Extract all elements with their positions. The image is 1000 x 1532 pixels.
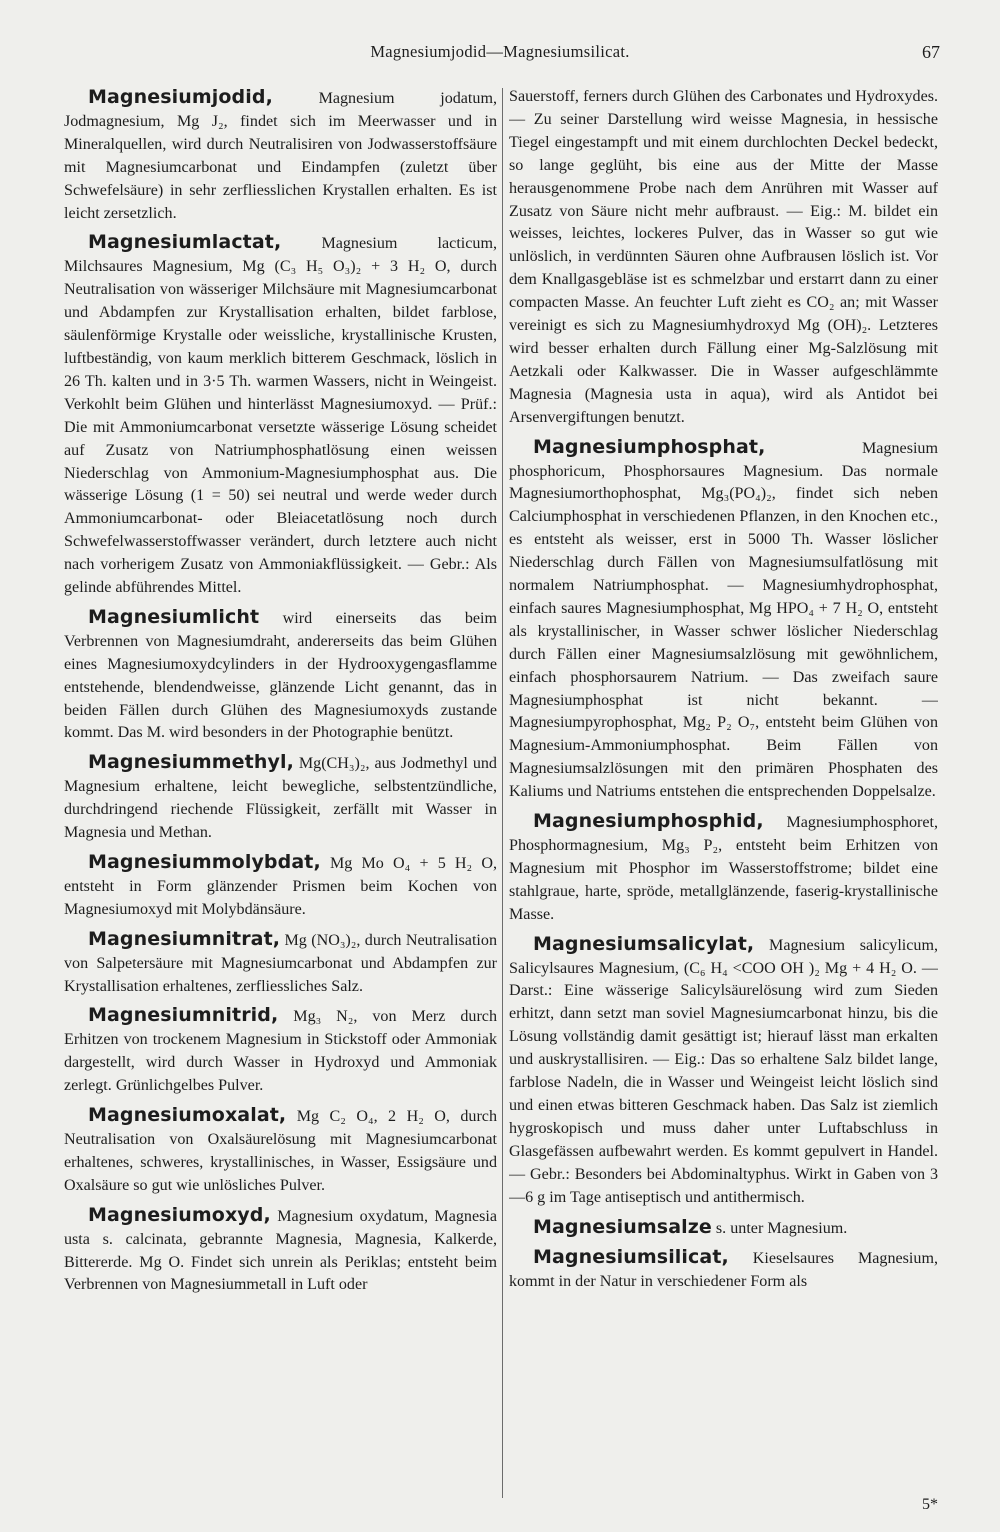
dictionary-entry <box>509 810 938 927</box>
entry-text: Mg₃ N₂, von Merz durch Erhitzen von trockenem Magnesium in Stickstoff oder Ammoniak dargestellt, wird durch Wasser in Hydroxyd und Ammoniak zerlegt. Grünlichgelbes Pulver. <box>64 1008 497 1095</box>
entry-headword: Magnesiumoxyd, <box>88 1203 271 1226</box>
entry-headword: Magnesiumoxalat, <box>88 1104 287 1127</box>
dictionary-entry <box>64 86 497 225</box>
column-divider <box>502 88 503 1498</box>
dictionary-entry <box>64 751 497 845</box>
entry-text: Mg(CH₃)₂, aus Jodmethyl und Magnesium erhaltene, leicht bewegliche, selbstentzündliche, durchdringend riechende Flüssigkeit, zerfällt mit Wasser in Magnesia und Methan. <box>64 755 497 842</box>
left-column <box>64 86 497 1496</box>
entry-text: Magnesiumphosphoret, Phosphormagnesium, Mg₃ P₂, entsteht beim Erhitzen von Magnesium mit Phosphor im Wasserstoffstrome; bildet eine stahlgraue, harte, spröde, metallglänzende, faserig-krystallinische Masse. <box>509 814 938 923</box>
entry-headword: Magnesiumphosphid, <box>533 810 764 833</box>
entry-headword: Magnesiumnitrid, <box>88 1004 279 1027</box>
dictionary-entry <box>509 1246 938 1294</box>
entry-text: Kieselsaures Magnesium, kommt in der Natur in verschiedener Form als <box>509 1250 938 1291</box>
dictionary-entry <box>64 851 497 922</box>
entry-headword: Magnesiumsalze <box>533 1215 712 1238</box>
entry-text: Magnesium phosphoricum, Phosphorsaures Magnesium. Das normale Magnesiumorthophosphat, Mg₃(PO₄)₂, findet sich neben Calciumphosphat in verschiedenen Pflanzen, in den Knochen etc., es entsteht als weisser, erst in 5000 Th. Wasser löslicher Niederschlag durch Fällen von Magnesiumsulfatlösung mit normalem Natriumphosphat. — Magnesiumhydrophosphat, einfach saures Magnesiumphosphat, Mg HPO₄ + 7 H₂ O, entsteht als krystallinischer, in Wasser schwer löslicher Niederschlag durch Fällen einer Magnesiumsalzlösung mit gewöhnlichem, einfach phosphorsaurem Natrium. — Das zweifach saure Magnesiumphosphat ist nicht bekannt. — Magnesiumpyrophosphat, Mg₂ P₂ O₇, entsteht beim Glühen von Magnesium-Ammoniumphosphat. Beim Fällen von Magnesiumsalzlösungen mit den primären Phosphaten des Kaliums und Natriums entstehen die entsprechenden Doppelsalze. <box>509 439 938 801</box>
entry-headword: Magnesiummethyl, <box>88 751 294 774</box>
entry-headword: Magnesiummolybdat, <box>88 851 321 873</box>
entry-text: Mg Mo O₄ + 5 H₂ O, entsteht in Form glänzender Prismen beim Kochen von Magnesiumoxyd mit Molybdänsäure. <box>64 855 497 918</box>
entry-headword: Magnesiumnitrat, <box>88 927 281 950</box>
dictionary-entry <box>509 1216 938 1241</box>
entry-headword: Magnesiumlicht <box>88 605 260 628</box>
dictionary-entry <box>509 933 938 1210</box>
entry-headword: Magnesiumsilicat, <box>533 1246 729 1269</box>
entry-text: Magnesium lacticum, Milchsaures Magnesium, Mg (C₃ H₅ O₃)₂ + 3 H₂ O, durch Neutralisation von wässeriger Milchsäure mit Magnesiumcarbonat und Abdampfen zur Krystallisation erhalten, bildet farblose, säulenförmige Krystalle oder weissliche, krystallinische Krusten, luftbeständig, von kaum merklich bitterem Geschmack, löslich in 26 Th. kalten und in 3·5 Th. warmen Wassers, nicht in Weingeist. Verkohlt beim Glühen und hinterlässt Magnesiumoxyd. — Prüf.: Die mit Ammoniumcarbonat versetzte wässerige Lösung scheidet auf Zusatz von Natriumphosphatlösung einen weissen Niederschlag von Ammonium-Magnesiumphosphat aus. Die wässerige Lösung (1 = 50) sei neutral und werde weder durch Ammoniumcarbonat- oder Bleiacetatlösung noch durch Schwefelwasserstoffwasser verändert, durch letztere auch nicht nach vorherigem Zusatz von Ammoniakflüssigkeit. — Gebr.: Als gelinde abführendes Mittel. <box>64 235 497 597</box>
running-header <box>0 42 1000 72</box>
entry-text: Magnesium jodatum, Jodmagnesium, Mg J₂, findet sich im Meerwasser und in Mineralquellen, wird durch Neutralisiren von Jodwasserstoffsäure mit Magnesiumcarbonat und Eindampfen (zuletzt über Schwefelsäure) in sehr zerfliesslichen Krystallen erhalten. Es ist leicht zersetzlich. <box>64 90 497 222</box>
entry-text: Mg (NO₃)₂, durch Neutralisation von Salpetersäure mit Magnesiumcarbonat und Abdampfen zur Krystallisation erhaltenes, zerfliessliches Salz. <box>64 931 497 995</box>
entry-text: Magnesium oxydatum, Magnesia usta s. calcinata, gebrannte Magnesia, Magnesia, Kalkerde, Bittererde. Mg O. Findet sich unrein als Periklas; entsteht beim Verbrennen von Magnesiummetall in Luft oder <box>64 1207 497 1294</box>
right-column <box>509 86 938 1496</box>
entry-text: Magnesium salicylicum, Salicylsaures Magnesium, (C₆ H₄ <COO OH )₂ Mg + 4 H₂ O. — Darst.: Eine wässerige Salicylsäurelösung wird zum Sieden erhitzt, dann setzt man soviel Magnesiumcarbonat hinzu, bis die Lösung vollständig damit gesättigt ist; hierauf lässt man erkalten und auskrystallisiren. — Eig.: Das so erhaltene Salz bildet lange, farblose Nadeln, die in Wasser und Weingeist leicht löslich sind und einen etwas bitteren Geschmack haben. Das Salz ist ziemlich hygroskopisch und muss daher unter Luftabschluss in Glasgefässen aufbewahrt werden. Es kommt gepulvert in Handel. — Gebr.: Besonders bei Abdominaltyphus. Wirkt in Gaben von 3—6 g im Tage antiseptisch und antithermisch. <box>509 936 938 1206</box>
entry-headword: Magnesiumlactat, <box>88 231 282 254</box>
dictionary-entry <box>64 1204 497 1298</box>
entry-text: s. unter Magnesium. <box>715 1219 848 1237</box>
running-title: Magnesiumjodid—Magnesiumsilicat. <box>370 42 630 61</box>
dictionary-entry <box>64 1004 497 1098</box>
entry-headword: Magnesiumphosphat, <box>533 435 766 458</box>
dictionary-entry <box>64 606 497 745</box>
dictionary-entry <box>64 928 497 999</box>
entry-headword: Magnesiumjodid, <box>88 86 273 108</box>
entry-text: Mg C₂ O₄, 2 H₂ O, durch Neutralisation von Oxalsäurelösung mit Magnesiumcarbonat erhaltenes, schweres, krystallinisches, in Wasser, Essigsäure und Oxalsäure so gut wie unlösliches Pulver. <box>64 1108 497 1194</box>
entry-headword: Magnesiumsalicylat, <box>533 932 755 955</box>
dictionary-entry <box>64 1104 497 1198</box>
entry-text: Sauerstoff, ferners durch Glühen des Carbonates und Hydroxydes. — Zu seiner Darstellung wird weisse Magnesia, in hessische Tiegel eingestampft und mit einem durchlochten Deckel bedeckt, so lange geglüht, bis eine aus der Mitte der Masse herausgenommene Probe nach dem Anrühren mit Wasser auf Zusatz von Säure nicht mehr aufbraust. — Eig.: M. bildet ein weisses, leichtes, lockeres Pulver, das in Wasser so gut wie unlöslich, in verdünnten Säuren ohne Aufbrausen löslich ist. Vor dem Knallgasgebläse ist es schmelzbar und erstarrt dann zu einer compacten Masse. An feuchter Luft zieht es CO₂ an; mit Wasser vereinigt es sich zu Magnesiumhydroxyd Mg (OH)₂. Letzteres wird besser erhalten durch Fällung einer Mg-Salzlösung mit Aetzkali oder Kalkwasser. Die in Wasser aufgeschlämmte Magnesia (Magnesia usta in aqua), wird als Antidot bei Arsenvergiftungen benutzt. <box>509 88 938 426</box>
page-number: 67 <box>922 42 940 62</box>
dictionary-entry <box>64 231 497 600</box>
signature-mark: 5* <box>922 1496 938 1513</box>
dictionary-entry <box>509 436 938 805</box>
entry-text: wird einerseits das beim Verbrennen von Magnesiumdraht, andererseits das beim Glühen eines Magnesiumoxydcylinders in der Hydrooxygengasflamme entstehende, blendendweisse, glänzende Licht genannt, das in beiden Fällen durch Glühen des Magnesiumoxyds zustande kommt. Das M. wird besonders in der Photographie benützt. <box>64 609 497 742</box>
dictionary-entry-continued <box>509 86 938 430</box>
